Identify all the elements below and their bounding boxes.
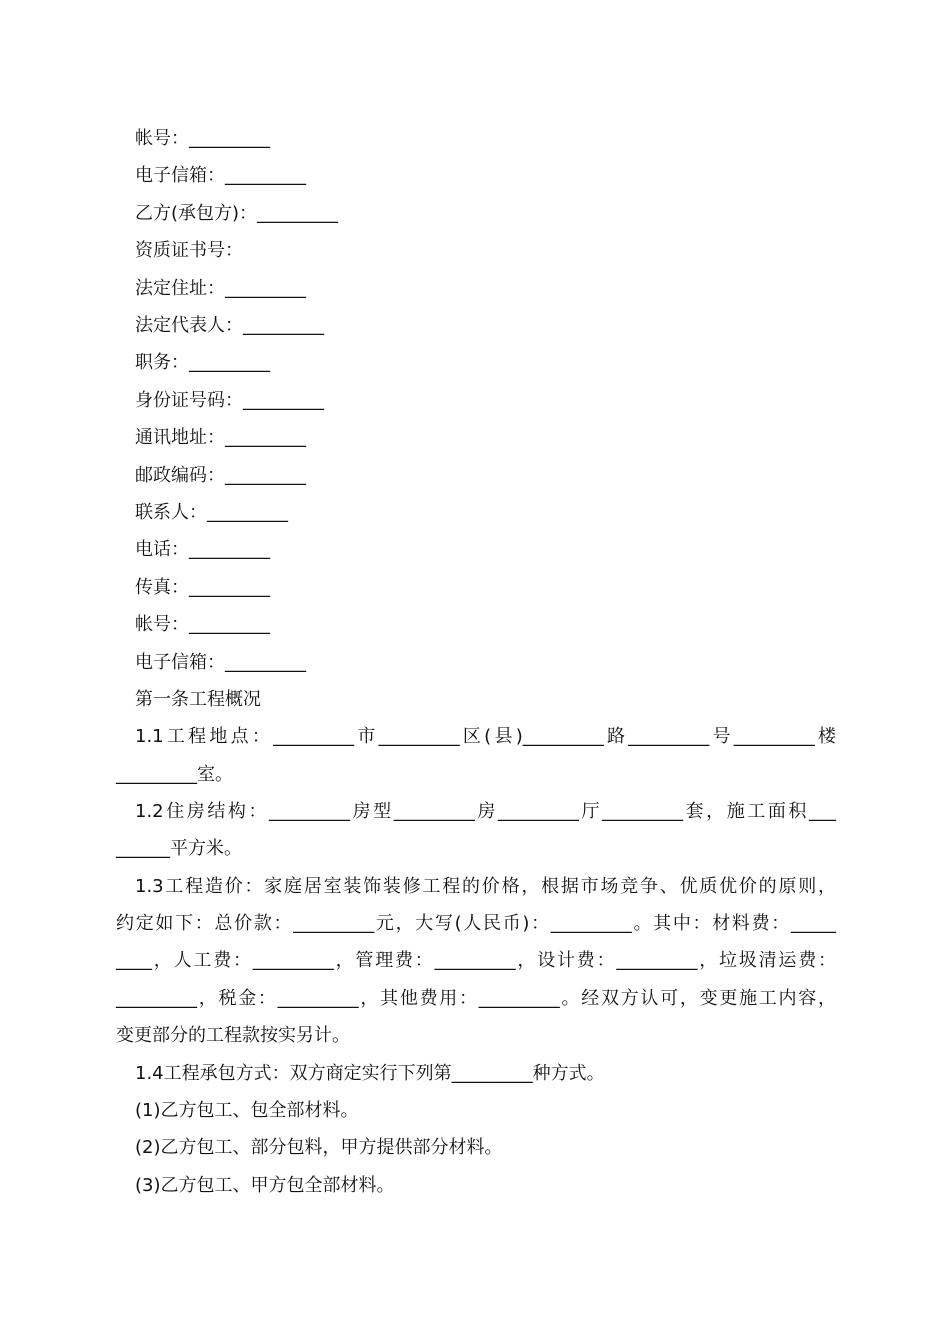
field-mailing-address — [135, 425, 306, 451]
field-blank: _________ — [225, 427, 306, 448]
field-blank: _________ — [189, 128, 270, 149]
field-label: 帐号： — [135, 128, 189, 149]
field-label: 帐号： — [135, 614, 189, 635]
field-blank: _________ — [225, 465, 306, 486]
field-blank: _________ — [189, 539, 270, 560]
field-blank: _________ — [225, 278, 306, 299]
field-label: 邮政编码： — [135, 465, 225, 486]
field-legal-representative — [135, 313, 324, 339]
field-label: 法定代表人： — [135, 315, 243, 336]
field-blank: _________ — [243, 315, 324, 336]
field-account-2 — [135, 612, 270, 638]
field-blank: _________ — [189, 352, 270, 373]
option-1: (1)乙方包工、包全部材料。 — [135, 1100, 359, 1121]
clause-1-3-line-1: 1.3工程造价：家庭居室装饰装修工程的价格，根据市场竞争、优质优价的原则， — [135, 876, 836, 897]
field-position — [135, 350, 270, 376]
article-title: 第一条工程概况 — [135, 689, 261, 710]
field-postal-code — [135, 463, 306, 489]
clause-1-1-line-2: _________室。 — [116, 764, 233, 785]
clause-1-3-line-4: _________，税金：_________，其他费用：_________。经双方认可，变更施工内容， — [116, 988, 836, 1009]
clause-1-3-line-3: ____，人工费：_________，管理费：_________，设计费：_________，垃圾清运费： — [116, 950, 836, 971]
field-phone — [135, 537, 270, 563]
field-label: 乙方(承包方)： — [135, 203, 258, 224]
field-label: 资质证书号： — [135, 240, 243, 261]
clause-1-2-line-1: 1.2住房结构：_________房型_________房_________厅_________套，施工面积___ — [135, 801, 836, 822]
field-label: 电话： — [135, 539, 189, 560]
clause-1-1-line-1: 1.1工程地点：_________市_________区(县)_________路_________号_________楼 — [135, 726, 836, 747]
field-blank: _________ — [225, 165, 306, 186]
field-label: 通讯地址： — [135, 427, 225, 448]
field-blank: _________ — [257, 203, 339, 224]
field-party-b — [135, 201, 338, 227]
field-legal-address — [135, 276, 306, 302]
field-email — [135, 163, 306, 189]
field-id-number — [135, 388, 324, 414]
clause-1-4: 1.4工程承包方式：双方商定实行下列第_________种方式。 — [135, 1063, 605, 1084]
field-blank: _________ — [225, 652, 306, 673]
option-3: (3)乙方包工、甲方包全部材料。 — [135, 1175, 395, 1196]
field-blank: _________ — [243, 390, 324, 411]
field-label: 电子信箱： — [135, 652, 225, 673]
field-email-2 — [135, 650, 306, 676]
field-account — [135, 126, 270, 152]
field-blank: _________ — [189, 577, 270, 598]
field-blank: _________ — [189, 614, 270, 635]
clause-1-2-line-2: ______平方米。 — [116, 838, 242, 859]
field-label: 联系人： — [135, 502, 207, 523]
clause-1-3-line-2: 约定如下：总价款：_________元，大写(人民币)：_________。其中：材料费：_____ — [116, 913, 836, 934]
field-label: 电子信箱： — [135, 165, 225, 186]
field-contact-person — [135, 500, 288, 526]
field-label: 职务： — [135, 352, 189, 373]
option-2: (2)乙方包工、部分包料，甲方提供部分材料。 — [135, 1137, 503, 1158]
clause-1-3-line-5: 变更部分的工程款按实另计。 — [116, 1025, 350, 1046]
field-label: 身份证号码： — [135, 390, 243, 411]
field-fax — [135, 575, 270, 601]
field-blank: _________ — [207, 502, 288, 523]
field-label: 传真： — [135, 577, 189, 598]
field-label: 法定住址： — [135, 278, 225, 299]
field-qualification-no — [135, 238, 243, 264]
